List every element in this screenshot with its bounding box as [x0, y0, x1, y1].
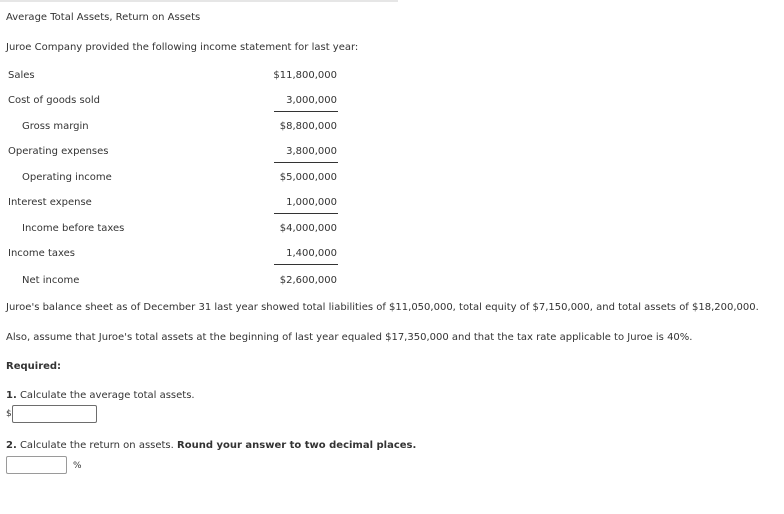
question-1: [6, 390, 195, 402]
operating-expenses-label: Operating expenses: [8, 146, 109, 157]
required-heading: Required:: [6, 361, 62, 372]
statement-row-sales: [0, 68, 340, 84]
balance-sheet-text: Juroe's balance sheet as of December 31 last year showed total liabilities of $11,050,000, total equity of $7,150,000, and total assets of $18,200,000.: [6, 302, 759, 313]
question-2-rounding-instruction: Round your answer to two decimal places.: [177, 440, 417, 451]
operating-expenses-value: 3,800,000: [286, 146, 337, 157]
statement-row-operating-income: [0, 170, 340, 186]
statement-row-income-taxes: [0, 246, 340, 262]
statement-row-interest-expense: [0, 195, 340, 211]
top-divider: [0, 0, 398, 2]
net-income-value: $2,600,000: [279, 275, 337, 286]
sales-value: $11,800,000: [273, 70, 337, 81]
cogs-label: Cost of goods sold: [8, 95, 101, 106]
interest-expense-label: Interest expense: [8, 197, 92, 208]
statement-row-operating-expenses: [0, 144, 340, 160]
net-income-label: Net income: [22, 275, 80, 286]
income-before-taxes-value: $4,000,000: [279, 223, 337, 234]
question-1-text: Calculate the average total assets.: [19, 390, 195, 401]
percent-suffix: %: [73, 461, 82, 471]
cogs-value: 3,000,000: [286, 95, 337, 106]
subtotal-rule: [274, 213, 338, 214]
sales-label: Sales: [8, 70, 35, 81]
return-on-assets-input[interactable]: [6, 456, 67, 474]
statement-row-net-income: [0, 273, 340, 289]
intro-text: Juroe Company provided the following income statement for last year:: [6, 42, 359, 53]
income-taxes-label: Income taxes: [8, 248, 75, 259]
interest-expense-value: 1,000,000: [286, 197, 337, 208]
subtotal-rule: [274, 162, 338, 163]
page-title: Average Total Assets, Return on Assets: [6, 12, 201, 23]
average-total-assets-input[interactable]: [12, 405, 97, 423]
subtotal-rule: [274, 264, 338, 265]
gross-margin-label: Gross margin: [22, 121, 89, 132]
dollar-prefix: $: [6, 409, 12, 419]
assumption-text: Also, assume that Juroe's total assets at the beginning of last year equaled $17,350,000 and that the tax rate applicable to Juroe is 40%.: [6, 332, 693, 343]
income-taxes-value: 1,400,000: [286, 248, 337, 259]
operating-income-value: $5,000,000: [279, 172, 337, 183]
statement-row-gross-margin: [0, 119, 340, 135]
question-2: [6, 440, 416, 452]
question-2-text: Calculate the return on assets.: [19, 440, 174, 451]
income-before-taxes-label: Income before taxes: [22, 223, 125, 234]
statement-row-cogs: [0, 93, 340, 109]
question-1-number: 1.: [6, 390, 17, 401]
gross-margin-value: $8,800,000: [279, 121, 337, 132]
question-2-number: 2.: [6, 440, 17, 451]
statement-row-income-before-taxes: [0, 221, 340, 237]
subtotal-rule: [274, 111, 338, 112]
operating-income-label: Operating income: [22, 172, 112, 183]
